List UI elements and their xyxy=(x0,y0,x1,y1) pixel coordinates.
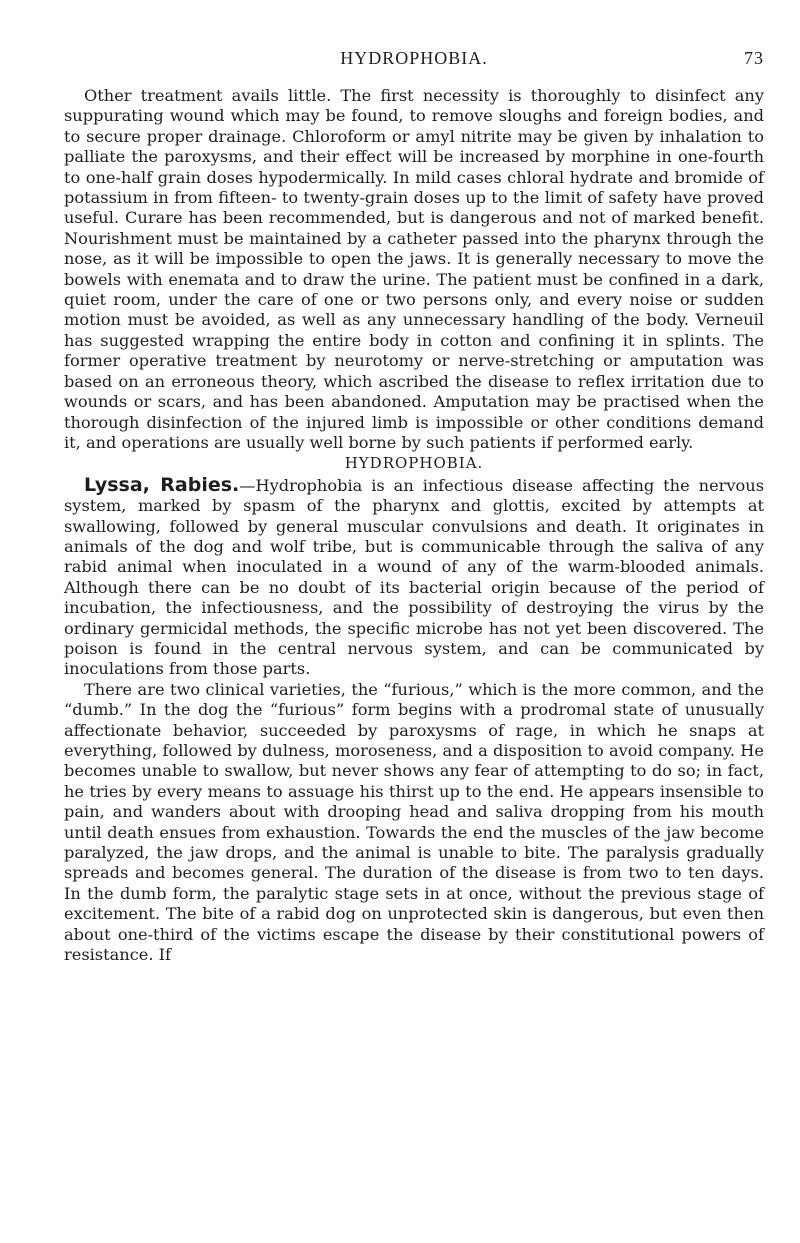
paragraph-treatment: Other treatment avails little. The first necessity is thoroughly to disinfect any suppurating wound which may be found, to remove sloughs and foreign bodies, and to secure proper drainage. Chloroform or amyl nitrite may be given by inhalation to palliate the paroxysms, and their effect will be increased by morphine in one-fourth to one-half grain doses hypodermically. In mild cases chloral hydrate and bromide of potassium in from fifteen- to twenty-grain doses up to the limit of safety have proved useful. Curare has been recommended, but is dangerous and not of marked benefit. Nourishment must be maintained by a catheter passed into the pharynx through the nose, as it will be impossible to open the jaws. It is generally necessary to move the bowels with enemata and to draw the urine. The patient must be confined in a dark, quiet room, under the care of one or two persons only, and every noise or sudden motion must be avoided, as well as any unnecessary handling of the body. Verneuil has suggested wrapping the entire body in cotton and confining it in splints. The former operative treatment by neurotomy or nerve-stretching or amputation was based on an erroneous theory, which ascribed the disease to reflex irritation due to wounds or scars, and has been abandoned. Amputation may be practised when the thorough disinfection of the injured limb is impossible or other conditions demand it, and operations are usually well borne by such patients if performed early. xyxy=(64,86,764,452)
running-head-title: HYDROPHOBIA. xyxy=(340,48,488,68)
running-head xyxy=(64,48,764,76)
body-text xyxy=(64,86,764,965)
definition-text: —Hydrophobia is an infectious disease affecting the nervous system, marked by spasm of the pharynx and glottis, excited by attempts at swallowing, followed by general muscular convulsions and death. It originates in animals of the dog and wolf tribe, but is communicable through the saliva of any rabid animal when inoculated in a wound of any of the warm-blooded animals. Although there can be no doubt of its bacterial origin because of the period of incubation, the infectiousness, and the possibility of destroying the virus by the ordinary germicidal methods, the specific microbe has not yet been discovered. The poison is found in the central nervous system, and can be communicated by inoculations from those parts. xyxy=(64,475,765,679)
lead-term: Lyssa, Rabies. xyxy=(84,473,240,496)
section-heading: HYDROPHOBIA. xyxy=(344,454,484,473)
page-number: 73 xyxy=(744,48,764,68)
paragraph-definition xyxy=(64,475,764,680)
paragraph-clinical-varieties: There are two clinical varieties, the “furious,” which is the more common, and the “dumb.” In the dog the “furious” form begins with a prodromal state of unusually affectionate behavior, succeeded by paroxysms of rage, in which he snaps at everything, followed by dulness, moroseness, and a disposition to avoid company. He becomes unable to swallow, but never shows any fear of attempting to do so; in fact, he tries by every means to assuage his thirst up to the end. He appears insensible to pain, and wanders about with drooping head and saliva dropping from his mouth until death ensues from exhaustion. Towards the end the muscles of the jaw become paralyzed, the jaw drops, and the animal is unable to bite. The paralysis gradually spreads and becomes general. The duration of the disease is from two to ten days. In the dumb form, the paralytic stage sets in at once, without the previous stage of excitement. The bite of a rabid dog on unprotected skin is dangerous, but even then about one-third of the victims escape the disease by their constitutional powers of resistance. If xyxy=(64,679,764,965)
